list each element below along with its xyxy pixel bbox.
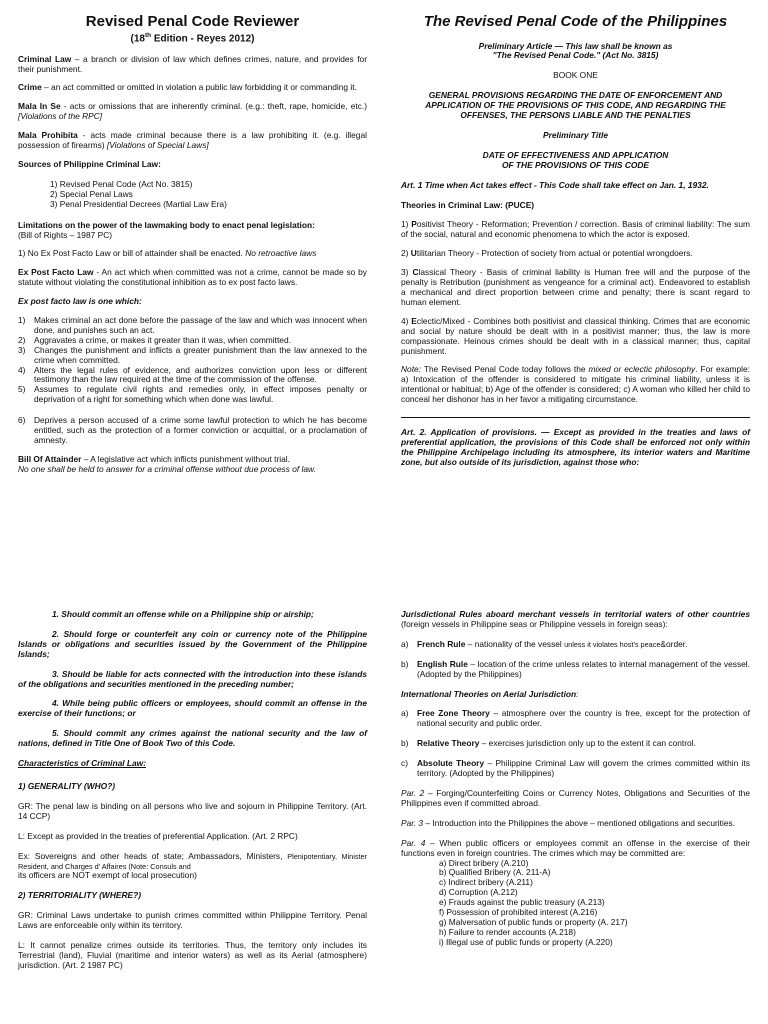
art2-item: 5. Should commit any crimes against the national security and the law of nations, defined in Title One of Book Two of this Code. <box>18 728 367 749</box>
article-1: Art. 1 Time when Act takes effect - This Code shall take effect on Jan. 1, 1932. <box>401 179 709 190</box>
list-item <box>401 759 750 779</box>
note-text: The Revised Penal Code today follows the <box>421 364 589 375</box>
article-2: Art. 2. Application of provisions. — Except as provided in the treaties and laws of preferential application, the provisions of this Code shall be enforced not only within the Philippine Archipelago including its atmosphere, its interior waters and Maritime zone, but also outside of its jurisdiction, against those who: <box>401 427 750 467</box>
criminal-law-text: – a branch or division of law which defines crimes, nature, and provides for their punishment. <box>18 53 367 74</box>
characteristics-heading: Characteristics of Criminal Law: <box>18 758 146 769</box>
theory-letter: C <box>412 267 419 278</box>
note-text-2: . For example: a) Intoxication of the offender is considered to mitigate his criminal liability, unless it is intentional or habitual; b) Age of the offender is considered; c) A woman who killed her child to conceal her dishonor has in her favor a mitigating circumstance. <box>401 364 750 405</box>
ex-post-list <box>18 316 367 405</box>
general-provisions: GENERAL PROVISIONS REGARDING THE DATE OF ENFORCEMENT AND APPLICATION OF THE PROVISIONS OF THIS CODE, AND REGARDING THE OFFENSES, THE PERSONS LIABLE AND THE PENALTIES <box>425 90 726 121</box>
note-label: Note: <box>401 364 422 375</box>
theory-letter: E <box>411 315 417 326</box>
exception-text: Ex: Sovereigns and other heads of state; Ambassadors, Ministers, <box>18 850 288 861</box>
par-text: – Introduction into the Philippines the above – mentioned obligations and securities. <box>423 817 735 828</box>
preliminary-article-name: "The Revised Penal Code." (Act No. 3815) <box>492 50 659 61</box>
list-item <box>18 366 367 386</box>
mala-prohibita-note: [Violations of Special Laws] <box>106 140 209 151</box>
list-item <box>18 385 367 405</box>
crime-item: a) Direct bribery (A.210) <box>439 857 529 868</box>
edition-pre: (18 <box>130 32 145 44</box>
free-zone-text: – atmosphere over the country is free, except for the protection of national security and public order. <box>417 708 750 729</box>
list-item-text: Alters the legal rules of evidence, and authorizes conviction upon less or different testimony than the law required at the time of the commission of the offense. <box>34 364 367 385</box>
relative-term: Relative Theory <box>417 738 480 749</box>
list-item <box>401 660 750 680</box>
crime-definition <box>18 83 367 93</box>
absolute-text: – Philippine Criminal Law will govern the crimes committed within its territory. (Adopted by the Philippines) <box>417 758 750 779</box>
crime-item: d) Corruption (A.212) <box>439 887 518 898</box>
exception-tail: its officers are NOT exempt of local prosecution) <box>18 870 197 881</box>
jurisdiction-tail: (foreign vessels in Philippine seas or Philippine vessels in foreign seas): <box>401 618 668 629</box>
mala-prohibita-term: Mala Prohibita <box>18 130 78 141</box>
list-item <box>18 416 367 446</box>
edition-line <box>18 32 367 45</box>
ex-post-facto-term: Ex Post Facto Law <box>18 267 94 278</box>
section-divider <box>401 417 750 418</box>
list-item-label: a) <box>401 708 409 719</box>
aerial-heading-colon: : <box>576 688 579 699</box>
art2-item: 2. Should forge or counterfeit any coin or currency note of the Philippine Islands or obligations and securities issued by the Government of the Philippine Islands; <box>18 628 367 659</box>
theory-text: ositivist Theory - Reformation; Prevention / correction. Basis of criminal liability: The sum of the social, natural and economic phenomena to which the actor is exposed. <box>401 219 750 240</box>
list-item <box>18 346 367 366</box>
relative-text: – exercises jurisdiction only up to the extent it can control. <box>479 738 696 749</box>
theory-text: clectic/Mixed - Combines both positivist and classical thinking. Crimes that are economic and social by nature should be dealt with in a positivist manner; thus, the law is more compassionate. Heinous crimes should be dealt with in a classical manner; thus, capital punishment. <box>401 315 750 356</box>
ex-post-facto-text: - An act which when committed was not a crime, cannot be made so by statute without violating the constitutional inhibition as to ex post facto laws. <box>18 267 367 288</box>
par-label: Par. 3 <box>401 817 424 828</box>
list-item-number: 1) <box>18 315 26 326</box>
list-item-text: Makes criminal an act done before the passage of the law and which was innocent when done, and punishes such an act. <box>34 315 367 335</box>
art2-item: 1. Should commit an offense while on a Philippine ship or airship; <box>52 609 314 619</box>
theory-text: lassical Theory - Basis of criminal liability is Human free will and the purpose of the penalty is Retribution (punishment as vengeance for a criminal act). Endeavored to establish a mechanical and direct proportion between crime and penalty; there is scant regard to human element. <box>401 267 750 307</box>
french-rule-term: French Rule <box>417 638 466 649</box>
theory-number: 4) <box>401 315 412 326</box>
mala-prohibita-text: - acts made criminal because there is a law prohibiting it. (e.g. illegal possession of firearms) <box>18 130 367 151</box>
crime-term: Crime <box>18 82 42 93</box>
vessel-rules-list <box>401 640 750 680</box>
french-rule-text: – nationality of the vessel <box>465 638 565 649</box>
theory-number: 1) <box>401 219 412 230</box>
ex-post-is-one-heading: Ex post facto law is one which: <box>18 296 142 307</box>
free-zone-term: Free Zone Theory <box>417 708 490 719</box>
paragraph-2 <box>401 789 750 809</box>
exception-small: Plenipotentiary, Minister Resident, and Charges d' Affaires (Note: Consuls and <box>18 851 367 871</box>
crime-item: i) Illegal use of public funds or property (A.220) <box>439 936 613 947</box>
par-label: Par. 4 <box>401 837 426 848</box>
list-item-text: Assumes to regulate civil rights and remedies only, in effect imposes penalty or deprivation of a right for something which when done was lawful. <box>34 384 367 405</box>
mala-in-se-term: Mala In Se <box>18 101 61 112</box>
generality-heading: 1) GENERALITY (WHO?) <box>18 780 116 791</box>
no-ex-post-facto <box>18 249 367 259</box>
bill-of-attainder-note: No one shall be held to answer for a criminal offense without due process of law. <box>18 463 316 474</box>
list-item-label: b) <box>401 658 409 669</box>
theory-classical <box>401 268 750 308</box>
english-rule-term: English Rule <box>417 658 468 669</box>
absolute-theory <box>417 759 750 779</box>
list-item-label: c) <box>401 758 408 769</box>
list-item-label: b) <box>401 738 409 749</box>
left-bottom-column <box>18 610 367 971</box>
list-item-number: 6) <box>18 415 26 426</box>
book-one: BOOK ONE <box>553 70 598 81</box>
no-ex-post-note: No retroactive laws <box>245 248 317 259</box>
par-text: – When public officers or employees commit an offense in the exercise of their functions even in foreign countries. The crimes which may be committed are: <box>401 837 750 858</box>
aerial-theories-list <box>401 709 750 779</box>
crime-item: f) Possession of prohibited interest (A.216) <box>439 907 598 918</box>
crimes-list <box>401 859 750 948</box>
mala-prohibita-definition <box>18 131 367 151</box>
theory-letter: P <box>411 219 417 230</box>
limitations-heading: Limitations on the power of the lawmaking body to enact penal legislation: <box>18 219 315 230</box>
limitations-sub: (Bill of Rights – 1987 PC) <box>18 229 113 240</box>
edition-sup: th <box>144 31 152 39</box>
art2-item: 3. Should be liable for acts connected with the introduction into these islands of the obligations and securities mentioned in the preceding number; <box>18 668 367 689</box>
paragraph-4 <box>401 839 750 859</box>
crime-item: g) Malversation of public funds or property (A. 217) <box>439 916 628 927</box>
territoriality-heading: 2) TERRITORIALITY (WHERE?) <box>18 890 141 901</box>
philosophy-note <box>401 365 750 405</box>
list-item-text: Aggravates a crime, or makes it greater than it was, when committed. <box>34 334 291 345</box>
mala-in-se-note: [Violations of the RPC] <box>18 111 103 122</box>
territoriality-limitation: L: It cannot penalize crimes outside its territories. Thus, the territory only includes its Terrestrial (land), Fluvial (maritime and interior waters) as well as its Aerial (atmosphere) jurisdiction. (Art. 2 1987 PC) <box>18 940 367 970</box>
theory-number: 2) <box>401 248 411 259</box>
code-title: The Revised Penal Code of the Philippines <box>423 13 728 30</box>
edition-post: Edition - Reyes 2012) <box>151 32 255 44</box>
source-item: 1) Revised Penal Code (Act No. 3815) <box>50 178 193 189</box>
list-item-number: 3) <box>18 344 26 355</box>
criminal-law-definition <box>18 55 367 75</box>
list-item-label: a) <box>401 638 409 649</box>
generality-rule: GR: The penal law is binding on all persons who live and sojourn in Philippine Territory. (Art. 14 CCP) <box>18 800 367 821</box>
crime-item: h) Failure to render accounts (A.218) <box>439 926 576 937</box>
french-rule-end: &order. <box>660 638 688 649</box>
ex-post-list-continued <box>18 416 367 446</box>
theory-number: 3) <box>401 267 413 278</box>
list-item-text: Deprives a person accused of a crime some lawful protection to which he has become entitled, such as the protection of a former conviction or acquittal, or a proclamation of amnesty. <box>34 415 367 445</box>
theory-letter: U <box>410 248 417 259</box>
relative-theory <box>417 739 750 749</box>
crime-item: c) Indirect bribery (A.211) <box>439 877 533 888</box>
french-rule <box>417 640 750 650</box>
ex-post-facto-definition <box>18 268 367 288</box>
list-item <box>18 316 367 336</box>
bill-of-attainder-term: Bill Of Attainder <box>18 453 82 464</box>
list-item-number: 4) <box>18 364 26 375</box>
english-rule <box>417 660 750 680</box>
english-rule-text: – location of the crime unless relates to internal management of the vessel. (Adopted by the Philippines) <box>417 658 750 679</box>
mala-in-se-text: - acts or omissions that are inherently criminal. (e.g.: theft, rape, homicide, etc.) <box>60 101 367 112</box>
reviewer-title: Revised Penal Code Reviewer <box>85 13 300 30</box>
date-effectiveness: DATE OF EFFECTIVENESS AND APPLICATION <box>482 149 669 160</box>
free-zone-theory <box>417 709 750 729</box>
sources-heading: Sources of Philippine Criminal Law: <box>18 158 161 169</box>
criminal-law-term: Criminal Law <box>18 53 72 64</box>
bill-of-attainder-text: – A legislative act which inflicts punishment without trial. <box>81 453 290 464</box>
french-rule-small: unless it violates host's peace <box>564 639 661 649</box>
preliminary-title: Preliminary Title <box>542 129 608 140</box>
list-item-text: Changes the punishment and inflicts a greater punishment than the law annexed to the crime when committed. <box>34 344 367 365</box>
left-top-column <box>18 14 367 475</box>
crime-item: b) Qualified Bribery (A. 211-A) <box>439 867 551 878</box>
right-top-column <box>401 14 750 468</box>
art2-item: 4. While being public officers or employees, should commit an offense in the exercise of their functions; or <box>18 698 367 719</box>
note-mixed: mixed or eclectic philosophy <box>588 364 696 375</box>
aerial-heading <box>401 690 750 700</box>
theories-heading: Theories in Criminal Law: (PUCE) <box>401 199 535 210</box>
theory-utilitarian <box>401 249 750 259</box>
source-item: 2) Special Penal Laws <box>50 188 133 199</box>
list-item-number: 5) <box>18 384 26 395</box>
jurisdiction-rules <box>401 610 750 630</box>
jurisdiction-heading: Jurisdictional Rules aboard merchant vessels in territorial waters of other countries <box>401 609 750 619</box>
crime-item: e) Frauds against the public treasury (A.213) <box>439 897 605 908</box>
date-effectiveness-2: OF THE PROVISIONS OF THIS CODE <box>501 159 650 170</box>
par-label: Par. 2 <box>401 787 425 798</box>
right-bottom-column <box>401 610 750 948</box>
list-item <box>401 739 750 749</box>
paragraph-3 <box>401 819 750 829</box>
territoriality-rule: GR: Criminal Laws undertake to punish crimes committed within Philippine Territory. Penal Laws are enforceable only within its territory. <box>18 910 367 931</box>
theory-text: tilitarian Theory - Protection of society from actual or potential wrongdoers. <box>416 248 693 259</box>
sources-list <box>18 180 367 210</box>
mala-in-se-definition <box>18 102 367 122</box>
generality-exception <box>18 852 367 872</box>
theory-positivist <box>401 220 750 240</box>
preliminary-article: Preliminary Article — This law shall be known as <box>478 40 673 51</box>
list-item <box>401 709 750 729</box>
crime-text: – an act committed or omitted in violation a public law forbidding it or commanding it. <box>41 82 357 93</box>
list-item <box>401 640 750 650</box>
no-ex-post-text: 1) No Ex Post Facto Law or bill of attainder shall be enacted. <box>18 248 246 259</box>
source-item: 3) Penal Presidential Decrees (Martial Law Era) <box>50 198 227 209</box>
par-text: – Forging/Counterfeiting Coins or Currency Notes, Obligations and Securities of the Philippines even if committed abroad. <box>401 787 750 808</box>
generality-limitation: L: Except as provided in the treaties of preferential Application. (Art. 2 RPC) <box>18 830 298 841</box>
absolute-term: Absolute Theory <box>417 758 485 769</box>
list-item-number: 2) <box>18 334 26 345</box>
aerial-heading-text: International Theories on Aerial Jurisdiction <box>401 688 577 699</box>
theory-eclectic <box>401 317 750 357</box>
